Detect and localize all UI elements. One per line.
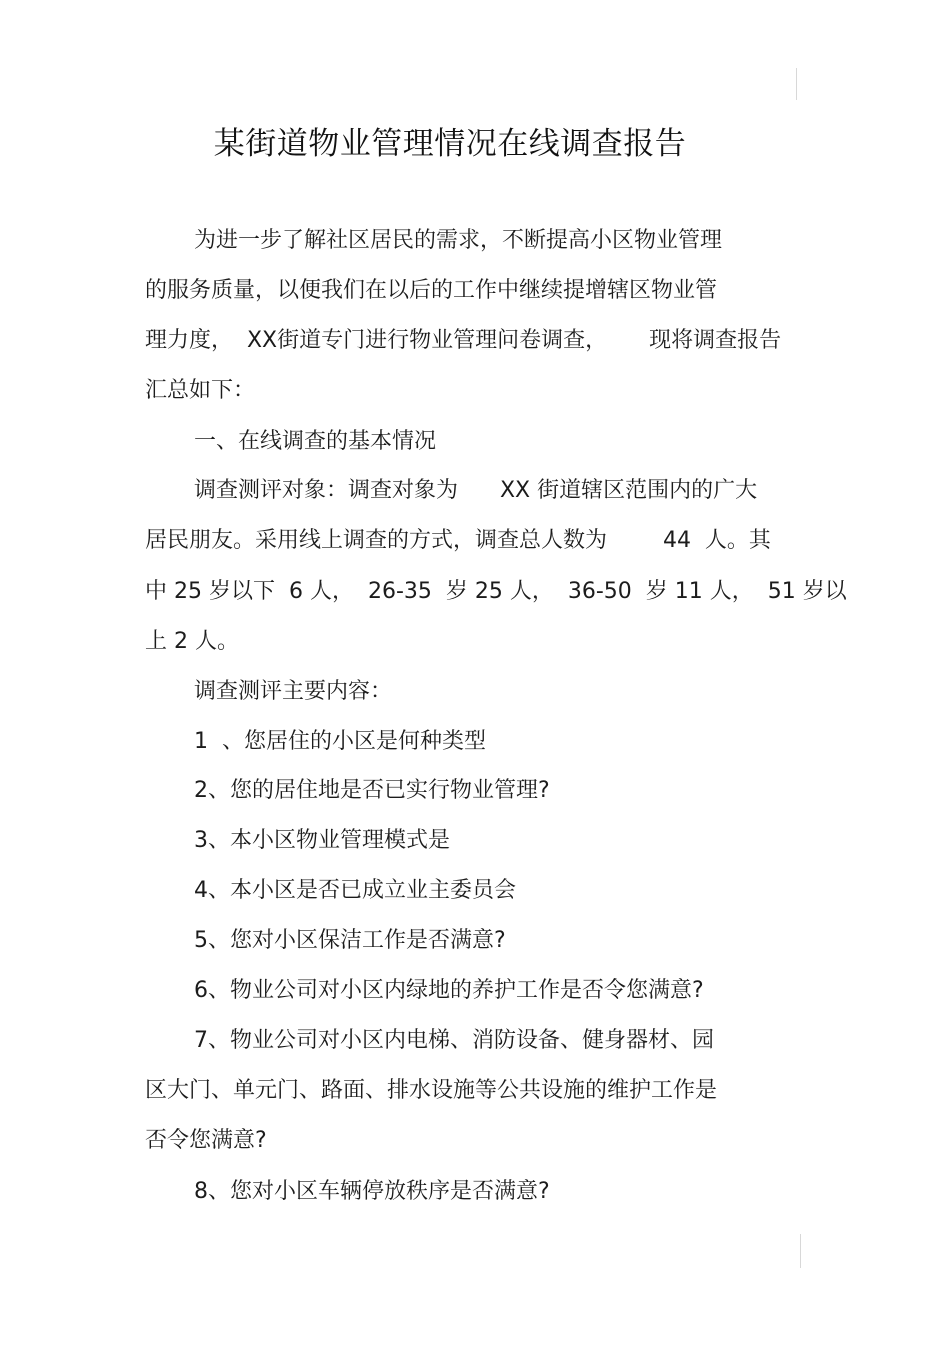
page-corner-mark-top <box>796 68 797 100</box>
content-heading: 调查测评主要内容： <box>194 679 393 704</box>
question-2: 2、您的居住地是否已实行物业管理? <box>194 778 550 803</box>
subject-line-1: 调查测评对象：调查对象为 XX 街道辖区范围内的广大 <box>194 478 758 503</box>
intro-line-2: 的服务质量，以便我们在以后的工作中继续提增辖区物业管 <box>145 278 718 303</box>
question-1: 1 、您居住的小区是何种类型 <box>194 729 486 754</box>
question-5: 5、您对小区保洁工作是否满意? <box>194 928 506 953</box>
subject-line-4: 上 2 人。 <box>145 629 239 654</box>
intro-line-3: 理力度， XX街道专门进行物业管理问卷调查， 现将调查报告 <box>145 328 782 353</box>
subject-line-3: 中 25 岁以下 6 人， 26-35 岁 25 人， 36-50 岁 11 人， 51 岁以 <box>145 579 847 604</box>
question-4: 4、本小区是否已成立业主委员会 <box>194 878 516 903</box>
question-7-line-1: 7、物业公司对小区内电梯、消防设备、健身器材、园 <box>194 1028 714 1053</box>
section-heading: 一、在线调查的基本情况 <box>194 429 437 454</box>
question-6: 6、物业公司对小区内绿地的养护工作是否令您满意? <box>194 978 704 1003</box>
question-3: 3、本小区物业管理模式是 <box>194 828 450 853</box>
document-title: 某街道物业管理情况在线调查报告 <box>213 126 687 162</box>
intro-line-1: 为进一步了解社区居民的需求，不断提高小区物业管理 <box>194 228 723 253</box>
question-7-line-2: 区大门、单元门、路面、排水设施等公共设施的维护工作是 <box>145 1078 718 1103</box>
page-corner-mark-bottom <box>800 1234 801 1268</box>
subject-line-2: 居民朋友。采用线上调查的方式，调查总人数为 44 人。其 <box>145 528 771 553</box>
question-7-line-3: 否令您满意? <box>145 1128 267 1153</box>
intro-line-4: 汇总如下： <box>145 378 256 403</box>
question-8: 8、您对小区车辆停放秩序是否满意? <box>194 1179 550 1204</box>
